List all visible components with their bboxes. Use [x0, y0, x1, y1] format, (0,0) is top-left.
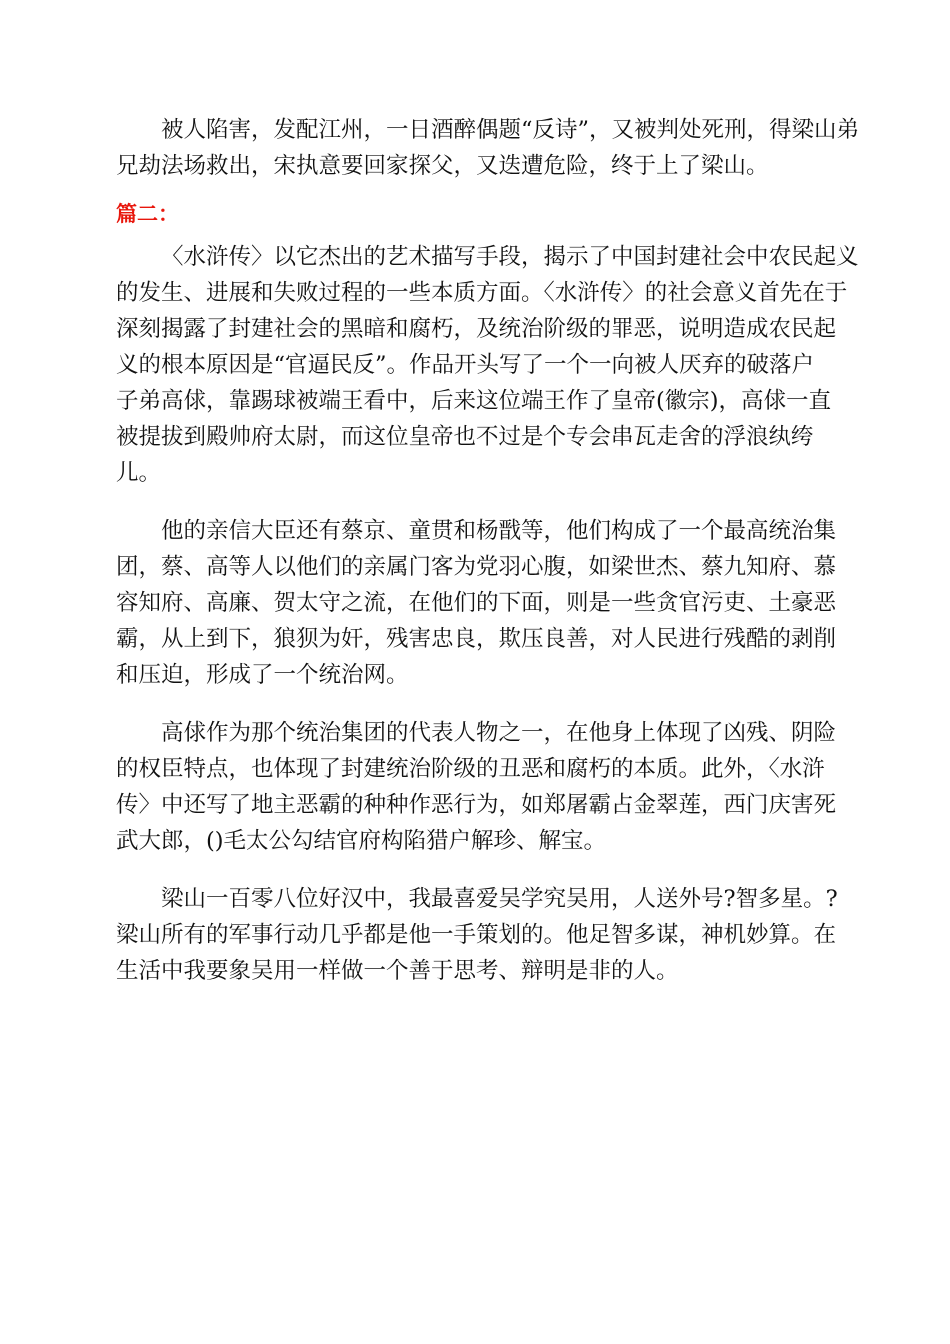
- text-line: 武大郎，()毛太公勾结官府构陷猎户解珍、解宝。: [116, 828, 607, 854]
- text-line: 和压迫，形成了一个统治网。: [116, 662, 409, 688]
- paragraph-2: [116, 513, 836, 693]
- text-line: 深刻揭露了封建社会的黑暗和腐朽，及统治阶级的罪恶，说明造成农民起: [116, 316, 837, 342]
- text-line: 高俅作为那个统治集团的代表人物之一，在他身上体现了凶残、阴险: [161, 720, 837, 746]
- text-line: 〈水浒传〉以它杰出的艺术描写手段，揭示了中国封建社会中农民起义: [161, 244, 859, 270]
- document-body: [116, 112, 860, 1011]
- text-line: 兄劫法场救出，宋执意要回家探父，又迭遭危险，终于上了梁山。: [116, 153, 769, 179]
- text-line: 儿。: [116, 460, 162, 486]
- intro-paragraph: [116, 112, 860, 184]
- text-line: 传〉中还写了地主恶霸的种种作恶行为，如郑屠霸占金翠莲，西门庆害死: [116, 792, 837, 818]
- text-line: 子弟高俅，靠踢球被端王看中，后来这位端王作了皇帝(徽宗)，高俅一直: [116, 388, 832, 414]
- paragraph-1: [116, 239, 859, 491]
- text-line: 被人陷害，发配江州，一日酒醉偶题“反诗”，又被判处死刑，得梁山弟: [161, 117, 860, 143]
- paragraph-4: [116, 881, 836, 989]
- text-line: 生活中我要象吴用一样做一个善于思考、辩明是非的人。: [116, 958, 679, 984]
- text-line: 的权臣特点，也体现了封建统治阶级的丑恶和腐朽的本质。此外，〈水浒: [116, 756, 825, 782]
- text-line: 他的亲信大臣还有蔡京、童贯和杨戬等，他们构成了一个最高统治集: [161, 518, 837, 544]
- section-heading: 篇二：: [116, 202, 179, 226]
- text-line: 梁山一百零八位好汉中，我最喜爱吴学究吴用，人送外号?智多星。?: [161, 886, 838, 912]
- paragraph-3: [116, 715, 836, 859]
- text-line: 被提拔到殿帅府太尉，而这位皇帝也不过是个专会串瓦走舍的浮浪纨绔: [116, 424, 814, 450]
- text-line: 梁山所有的军事行动几乎都是他一手策划的。他足智多谋，神机妙算。在: [116, 922, 837, 948]
- text-line: 团，蔡、高等人以他们的亲属门客为党羽心腹，如梁世杰、蔡九知府、慕: [116, 554, 837, 580]
- text-line: 容知府、高廉、贺太守之流，在他们的下面，则是一些贪官污吏、土豪恶: [116, 590, 837, 616]
- text-line: 义的根本原因是“官逼民反”。作品开头写了一个一向被人厌弃的破落户: [116, 352, 815, 378]
- text-line: 的发生、进展和失败过程的一些本质方面。〈水浒传〉的社会意义首先在于: [116, 280, 848, 306]
- text-line: 霸，从上到下，狼狈为奸，残害忠良，欺压良善，对人民进行残酷的剥削: [116, 626, 837, 652]
